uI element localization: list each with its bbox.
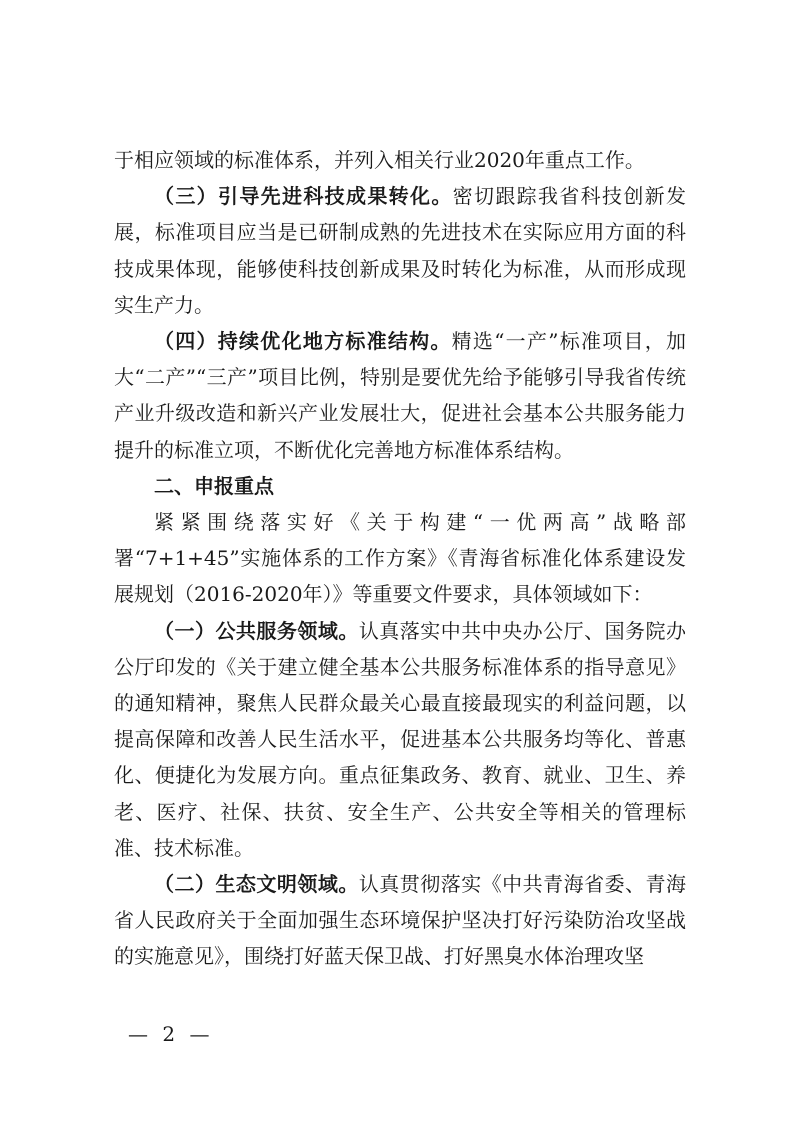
- paragraph-text: 认真落实中共中央办公厅、国务院办公厅印发的《关于建立健全基本公共服务标准体系的指导意见》的通知精神，聚焦人民群众最关心最直接最现实的利益问题，以提高保障和改善人民生活水平，促进基本公共服务均等化、普惠化、便捷化为发展方向。重点征集政务、教育、就业、卫生、养老、医疗、社保、扶贫、安全生产、公共安全等相关的管理标准、技术标准。: [114, 618, 687, 860]
- section-heading: [114, 468, 686, 504]
- paragraph-item-three: [114, 178, 686, 323]
- paragraph-public-service: [114, 613, 686, 866]
- paragraph-lead: （二）生态文明领域。: [154, 872, 359, 897]
- paragraph-continuation: [114, 142, 686, 178]
- paragraph-text: 认真贯彻落实《中共青海省委、青海省人民政府关于全面加强生态环境保护坚决打好污染防治攻坚战的实施意见》，围绕打好蓝天保卫战、打好黑臭水体治理攻坚: [114, 872, 687, 969]
- paragraph-text: 紧紧围绕落实好《关于构建“一优两高”战略部署“7+1+45”实施体系的工作方案》《青海省标准化体系建设发展规划（2016-2020年）》等重要文件要求，具体领域如下：: [114, 510, 686, 607]
- paragraph-ecology: [114, 866, 686, 975]
- paragraph-intro: [114, 504, 686, 613]
- paragraph-item-four: [114, 323, 686, 468]
- paragraph-lead: （一）公共服务领域。: [154, 618, 359, 643]
- body-text: [114, 142, 686, 975]
- section-heading-text: 二、申报重点: [154, 473, 274, 498]
- paragraph-text: 于相应领域的标准体系，并列入相关行业2020年重点工作。: [114, 148, 645, 172]
- page-number: — 2 —: [128, 1022, 214, 1046]
- paragraph-text: 精选“一产”标准项目，加大“二产”“三产”项目比例，特别是要优先给予能够引导我省传统产业升级改造和新兴产业发展壮大，促进社会基本公共服务能力提升的标准立项，不断优化完善地方标准体系结构。: [114, 329, 687, 462]
- paragraph-lead: （四）持续优化地方标准结构。: [154, 329, 452, 354]
- paragraph-lead: （三）引导先进科技成果转化。: [154, 184, 453, 209]
- paragraph-text: 密切跟踪我省科技创新发展，标准项目应当是已研制成熟的先进技术在实际应用方面的科技成果体现，能够使科技创新成果及时转化为标准，从而形成现实生产力。: [114, 184, 687, 317]
